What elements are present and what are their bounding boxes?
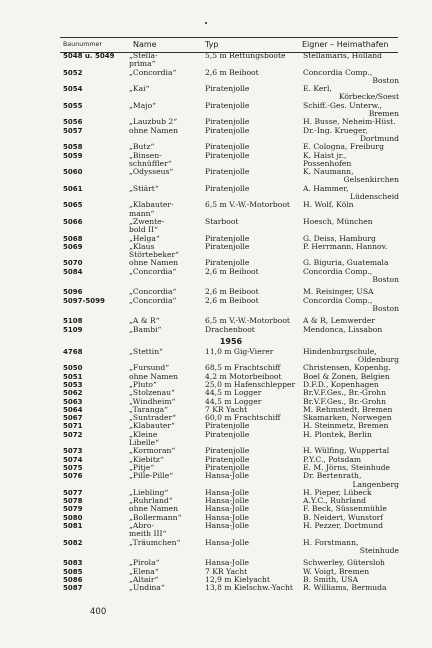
- owner-line: Dr. Bertenrath,: [303, 471, 362, 481]
- boat-name-line: „Odysseus“: [129, 167, 174, 177]
- boat-name-line: „Klaus: [129, 241, 155, 251]
- home-port: Bremen: [368, 109, 399, 119]
- vessel-table: [63, 52, 399, 592]
- build-number: 5062: [63, 389, 83, 398]
- boat-type: [205, 127, 302, 135]
- top-mark: [205, 22, 207, 24]
- boat-type: [205, 584, 302, 592]
- boat-name-line: ohne Namen: [129, 504, 179, 514]
- home-port: Oldenburg: [357, 355, 399, 365]
- build-number: 5051: [63, 372, 83, 381]
- build-number: 5086: [63, 575, 83, 584]
- owner-line: M. Rehmstedt, Bremen: [303, 404, 393, 414]
- owner-line: H. Wülfing, Wuppertal: [303, 446, 390, 456]
- home-port: Dortmund: [359, 133, 399, 143]
- boat-type: [205, 297, 302, 305]
- build-number: 5077: [63, 488, 83, 497]
- boat-name: [129, 102, 205, 110]
- boat-type: [205, 152, 302, 160]
- owner-line: Hindenburgschule,: [303, 346, 377, 356]
- owner-home-port: [303, 326, 399, 334]
- boat-name-line: ohne Namen: [129, 258, 179, 268]
- type-line: Piratenjolle: [205, 125, 250, 135]
- build-number: 5097-5099: [63, 296, 105, 305]
- boat-name: [129, 243, 205, 260]
- table-row: [63, 522, 399, 539]
- owner-line: E. Kerl,: [303, 84, 332, 94]
- boat-name-line: „Liebling“: [129, 487, 169, 497]
- owner-home-port: [303, 539, 399, 556]
- boat-type: [205, 218, 302, 226]
- home-port: Lüdenscheid: [349, 192, 399, 202]
- boat-name-line: prima“: [129, 59, 156, 69]
- table-row: [63, 102, 399, 119]
- boat-type: [205, 102, 302, 110]
- owner-home-port: [303, 522, 399, 530]
- type-line: 6,5 m V.-W.-Motorboot: [205, 200, 290, 210]
- owner-line: M. Reisinger, USA: [303, 287, 374, 297]
- boat-name-line: „Stiärt“: [129, 183, 159, 193]
- build-number: 5052: [63, 68, 83, 77]
- build-number: 5081: [63, 522, 83, 531]
- type-line: 6,5 m V.-W.-Motorboot: [205, 316, 290, 326]
- table-row: [63, 85, 399, 102]
- build-number: 5083: [63, 559, 83, 568]
- owner-line: H. Pezzer, Dortmund: [303, 521, 384, 531]
- build-number: 5071: [63, 422, 83, 431]
- owner-home-port: [303, 185, 399, 202]
- boat-type: [205, 431, 302, 439]
- boat-name-line: Libelle“: [129, 438, 160, 448]
- type-line: 11,0 m Gig-Vierer: [205, 346, 274, 356]
- build-number: 5087: [63, 584, 83, 593]
- boat-type: [205, 168, 302, 176]
- owner-line: Skamarken, Norwegen: [303, 413, 392, 423]
- boat-name-line: „Kleine: [129, 429, 158, 439]
- type-line: Piratenjolle: [205, 429, 250, 439]
- boat-name-line: „Binsen-: [129, 150, 162, 160]
- boat-type: [205, 201, 302, 209]
- owner-home-port: [303, 431, 399, 439]
- boat-type: [205, 522, 302, 530]
- owner-line: E. M. Jörns, Steinhude: [303, 462, 391, 472]
- header-owner: Eigner – Heimathafen: [302, 40, 389, 49]
- type-line: Hansa-Jolle: [205, 487, 249, 497]
- type-line: 7 KR Yacht: [205, 566, 248, 576]
- owner-line: Schiff.-Ges. Unterw.,: [303, 100, 383, 110]
- home-port: Körbecke/Soest: [338, 92, 399, 102]
- table-row: [63, 268, 399, 285]
- build-number: 5067: [63, 414, 83, 423]
- table-row: [63, 168, 399, 185]
- header-name: Name: [133, 40, 157, 49]
- boat-name-line: „Pirola“: [129, 558, 160, 568]
- type-line: Hansa-Jolle: [205, 504, 249, 514]
- boat-name-line: „Pitje“: [129, 462, 155, 472]
- boat-type: [205, 85, 302, 93]
- boat-name-line: „Concordia“: [129, 295, 177, 305]
- home-port: Boston: [372, 275, 399, 285]
- build-number: 5068: [63, 234, 83, 243]
- owner-line: A. Hammer,: [303, 183, 349, 193]
- owner-home-port: [303, 201, 399, 209]
- table-row: [63, 326, 399, 334]
- type-line: 25,0 m Hafenschlepper: [205, 379, 296, 389]
- boat-type: [205, 243, 302, 251]
- boat-name-line: „Pille-Pille“: [129, 471, 174, 481]
- type-line: 7 KR Yacht: [205, 404, 248, 414]
- boat-name-line: „Undina“: [129, 583, 165, 593]
- boat-name-line: „Pluto“: [129, 379, 157, 389]
- boat-name-line: Störtebeker“: [129, 250, 179, 260]
- owner-line: D.F.D., Kopenhagen: [303, 379, 379, 389]
- type-line: Hansa-Jolle: [205, 512, 249, 522]
- owner-home-port: [303, 243, 399, 251]
- type-line: Drachenboot: [205, 324, 255, 334]
- owner-home-port: [303, 472, 399, 489]
- owner-line: P.Y.C., Potsdam: [303, 454, 362, 464]
- owner-line: F. Beck, Süssenmühle: [303, 504, 387, 514]
- boat-name: [129, 431, 205, 448]
- build-number: 5108: [63, 317, 83, 326]
- build-number: 5085: [63, 567, 83, 576]
- boat-type: [205, 326, 302, 334]
- boat-name-line: mann“: [129, 208, 155, 218]
- owner-line: A.Y.C., Ruhrland: [303, 496, 366, 506]
- type-line: Piratenjolle: [205, 84, 250, 94]
- type-line: 12,9 m Kielyacht: [205, 574, 270, 584]
- boat-type: [205, 539, 302, 547]
- table-row: [63, 127, 399, 144]
- table-row: [63, 243, 399, 260]
- type-line: 60,0 m Frachtschiff: [205, 413, 281, 423]
- owner-line: Dr.-Ing. Krueger,: [303, 125, 368, 135]
- boat-name-line: „Bambi“: [129, 324, 162, 334]
- owner-line: Possenhofen: [303, 158, 352, 168]
- owner-line: E. Cologna, Freiburg: [303, 142, 384, 152]
- boat-name-line: „Altair“: [129, 574, 159, 584]
- type-line: Piratenjolle: [205, 454, 250, 464]
- build-number: 4768: [63, 347, 83, 356]
- boat-name: [129, 472, 205, 480]
- build-number: 5053: [63, 380, 83, 389]
- boat-name-line: „Concordia“: [129, 266, 177, 276]
- build-number: 5066: [63, 217, 83, 226]
- header-number: Baunummer: [63, 41, 103, 48]
- boat-name-line: „Bollermann“: [129, 512, 182, 522]
- type-line: Hansa-Jolle: [205, 537, 249, 547]
- build-number: 5072: [63, 430, 83, 439]
- owner-line: Br.V.F.Ges., Br.-Grohn: [303, 396, 386, 406]
- owner-home-port: [303, 348, 399, 365]
- owner-line: Br.V.F.Ges., Br.-Grohn: [303, 388, 386, 398]
- home-port: Gelsenkirchen: [343, 175, 399, 185]
- owner-line: R. Williams, Bermuda: [303, 583, 387, 593]
- table-row: [63, 348, 399, 365]
- build-number: 5073: [63, 447, 83, 456]
- owner-home-port: [303, 584, 399, 592]
- owner-line: H. Plontek, Berlin: [303, 429, 372, 439]
- owner-line: H. Forstmann,: [303, 537, 359, 547]
- boat-name-line: „Stolzenau“: [129, 388, 175, 398]
- build-number: 5061: [63, 184, 83, 193]
- build-number: 5109: [63, 325, 83, 334]
- build-number: 5048 u. 5049: [63, 52, 115, 60]
- page-number: 400: [90, 607, 107, 617]
- boat-name-line: „Zwente-: [129, 216, 165, 226]
- type-line: Piratenjolle: [205, 117, 250, 127]
- type-line: Piratenjolle: [205, 258, 250, 268]
- owner-home-port: [303, 168, 399, 185]
- header-type: Typ: [205, 40, 219, 49]
- build-number: 5063: [63, 397, 83, 406]
- build-number: 5096: [63, 288, 83, 297]
- boat-name-line: „Lauzbub 2“: [129, 117, 178, 127]
- boat-type: [205, 268, 302, 276]
- owner-home-port: [303, 152, 399, 169]
- table-row: [63, 185, 399, 202]
- boat-type: [205, 185, 302, 193]
- table-row: [63, 539, 399, 556]
- boat-name-line: „Butz“: [129, 142, 155, 152]
- home-port: Boston: [372, 75, 399, 85]
- build-number: 5080: [63, 513, 83, 522]
- type-line: Hansa-Jolle: [205, 558, 249, 568]
- boat-name-line: „Klabauter-: [129, 200, 174, 210]
- boat-name: [129, 539, 205, 547]
- owner-line: H. Busse, Neheim-Hüst.: [303, 117, 396, 127]
- boat-type: [205, 69, 302, 77]
- boat-name-line: „Elena“: [129, 566, 159, 576]
- boat-name: [129, 185, 205, 193]
- type-line: 2,6 m Beiboot: [205, 295, 259, 305]
- build-number: 5078: [63, 497, 83, 506]
- owner-home-port: [303, 297, 399, 314]
- type-line: 2,6 m Beiboot: [205, 287, 259, 297]
- build-number: 5070: [63, 259, 83, 268]
- build-number: 5050: [63, 364, 83, 373]
- table-row: [63, 52, 399, 69]
- boat-name-line: „Kiebitz“: [129, 454, 164, 464]
- build-number: 5065: [63, 201, 83, 210]
- boat-name-line: „Taranga“: [129, 404, 168, 414]
- type-line: Piratenjolle: [205, 421, 250, 431]
- owner-line: Schwerley, Gütersloh: [303, 558, 385, 568]
- year-heading: 1956: [219, 336, 243, 346]
- build-number: 5076: [63, 472, 83, 481]
- home-port: Langenberg: [352, 479, 399, 489]
- build-number: 5069: [63, 242, 83, 251]
- type-line: 5,5 m Rettungsboote: [205, 51, 286, 60]
- boat-name: [129, 152, 205, 169]
- type-line: Piratenjolle: [205, 233, 250, 243]
- boat-name-line: „Stella-: [129, 51, 158, 60]
- owner-line: Concordia Comp.,: [303, 295, 373, 305]
- boat-type: [205, 472, 302, 480]
- home-port: Steinhude: [359, 545, 399, 555]
- owner-home-port: [303, 218, 399, 226]
- build-number: 5058: [63, 143, 83, 152]
- owner-line: Boel & Zonen, Belgien: [303, 371, 390, 381]
- type-line: 68,5 m Frachtschiff: [205, 363, 281, 373]
- boat-name-line: „Concordia“: [129, 287, 177, 297]
- owner-home-port: [303, 85, 399, 102]
- boat-name-line: „Abro-: [129, 521, 155, 531]
- boat-name-line: ohne Namen: [129, 371, 179, 381]
- owner-line: B. Neidert, Wunstorf: [303, 512, 384, 522]
- table-row: [63, 201, 399, 218]
- type-line: 44,5 m Logger: [205, 388, 262, 398]
- boat-name-line: „Suntrader“: [129, 413, 176, 423]
- boat-name-line: „Ruhrland“: [129, 496, 173, 506]
- build-number: 5060: [63, 168, 83, 177]
- owner-line: H. Pieper, Lübeck: [303, 487, 372, 497]
- type-line: Piratenjolle: [205, 183, 250, 193]
- type-line: Piratenjolle: [205, 241, 250, 251]
- owner-line: W. Voigt, Bremen: [303, 566, 370, 576]
- owner-home-port: [303, 127, 399, 144]
- table-row: [63, 152, 399, 169]
- owner-line: Concordia Comp.,: [303, 67, 373, 77]
- type-line: Hansa-Jolle: [205, 471, 249, 481]
- owner-home-port: [303, 52, 399, 60]
- owner-line: K. Naumann,: [303, 167, 354, 177]
- boat-name: [129, 52, 205, 69]
- boat-name: [129, 127, 205, 135]
- boat-name-line: „Klabauter“: [129, 421, 175, 431]
- owner-home-port: [303, 102, 399, 119]
- build-number: 5082: [63, 538, 83, 547]
- build-number: 5074: [63, 455, 83, 464]
- boat-name: [129, 201, 205, 218]
- boat-name-line: „Majo“: [129, 100, 157, 110]
- boat-type: [205, 348, 302, 356]
- boat-name-line: „Kormoran“: [129, 446, 176, 456]
- owner-line: Mendonca, Lissabon: [303, 324, 383, 334]
- owner-line: Stellamaris, Holland: [303, 51, 382, 60]
- boat-name: [129, 522, 205, 539]
- table-row: [63, 472, 399, 489]
- table-row: [63, 218, 399, 235]
- type-line: Piratenjolle: [205, 100, 250, 110]
- boat-name: [129, 297, 205, 305]
- table-row: [63, 297, 399, 314]
- owner-line: Christensen, Kopenhg.: [303, 363, 391, 373]
- owner-line: G. Biguria, Guatemala: [303, 258, 389, 268]
- owner-line: B. Smith, USA: [303, 574, 359, 584]
- type-line: Piratenjolle: [205, 446, 250, 456]
- owner-line: Concordia Comp.,: [303, 266, 373, 276]
- boat-name: [129, 218, 205, 235]
- build-number: 5084: [63, 267, 83, 276]
- boat-name-line: „Fursund“: [129, 363, 170, 373]
- type-line: 44,5 m Logger: [205, 396, 262, 406]
- boat-name: [129, 69, 205, 77]
- boat-name-line: „A & R“: [129, 316, 160, 326]
- boat-name-line: „Helga“: [129, 233, 160, 243]
- owner-line: H. Steinmetz, Bremen: [303, 421, 389, 431]
- owner-home-port: [303, 69, 399, 86]
- build-number: 5054: [63, 85, 83, 94]
- boat-name: [129, 584, 205, 592]
- boat-name: [129, 268, 205, 276]
- boat-name-line: „Kai“: [129, 84, 150, 94]
- table-row: [63, 431, 399, 448]
- boat-name-line: „Concordia“: [129, 67, 177, 77]
- type-line: 13,8 m Kielschw.-Yacht: [205, 583, 293, 593]
- boat-name: [129, 85, 205, 93]
- type-line: 2,6 m Beiboot: [205, 266, 259, 276]
- type-line: 4,2 m Motorbeiboot: [205, 371, 282, 381]
- build-number: 5056: [63, 118, 83, 127]
- table-row: [63, 69, 399, 86]
- type-line: Hansa-Jolle: [205, 496, 249, 506]
- table-row: [63, 584, 399, 592]
- build-number: 5057: [63, 126, 83, 135]
- boat-name-line: schnüffler“: [129, 158, 172, 168]
- owner-line: P. Herrmann, Hannov.: [303, 241, 388, 251]
- boat-type: [205, 52, 302, 60]
- boat-name-line: „Träumchen“: [129, 537, 181, 547]
- boat-name: [129, 168, 205, 176]
- type-line: Starboot: [205, 216, 239, 226]
- build-number: 5055: [63, 101, 83, 110]
- owner-home-port: [303, 268, 399, 285]
- owner-line: Hoesch, München: [303, 216, 373, 226]
- build-number: 5064: [63, 405, 83, 414]
- type-line: Piratenjolle: [205, 150, 250, 160]
- type-line: 2,6 m Beiboot: [205, 67, 259, 77]
- boat-name-line: ohne Namen: [129, 125, 179, 135]
- type-line: Piratenjolle: [205, 167, 250, 177]
- boat-name: [129, 348, 205, 356]
- boat-name-line: „Stettin“: [129, 346, 163, 356]
- boat-name-line: „Windheim“: [129, 396, 176, 406]
- boat-name: [129, 326, 205, 334]
- boat-name-line: bold II“: [129, 225, 159, 235]
- build-number: 5075: [63, 463, 83, 472]
- type-line: Hansa-Jolle: [205, 521, 249, 531]
- owner-line: G. Deiss, Hamburg: [303, 233, 376, 243]
- home-port: Boston: [372, 303, 399, 313]
- build-number: 5079: [63, 505, 83, 514]
- owner-line: A & R, Lemwerder: [303, 316, 375, 326]
- owner-line: H. Wolf, Köln: [303, 200, 354, 210]
- owner-line: K. Haist jr.,: [303, 150, 347, 160]
- type-line: Piratenjolle: [205, 142, 250, 152]
- type-line: Piratenjolle: [205, 462, 250, 472]
- build-number: 5059: [63, 151, 83, 160]
- boat-name-line: meith III“: [129, 529, 167, 539]
